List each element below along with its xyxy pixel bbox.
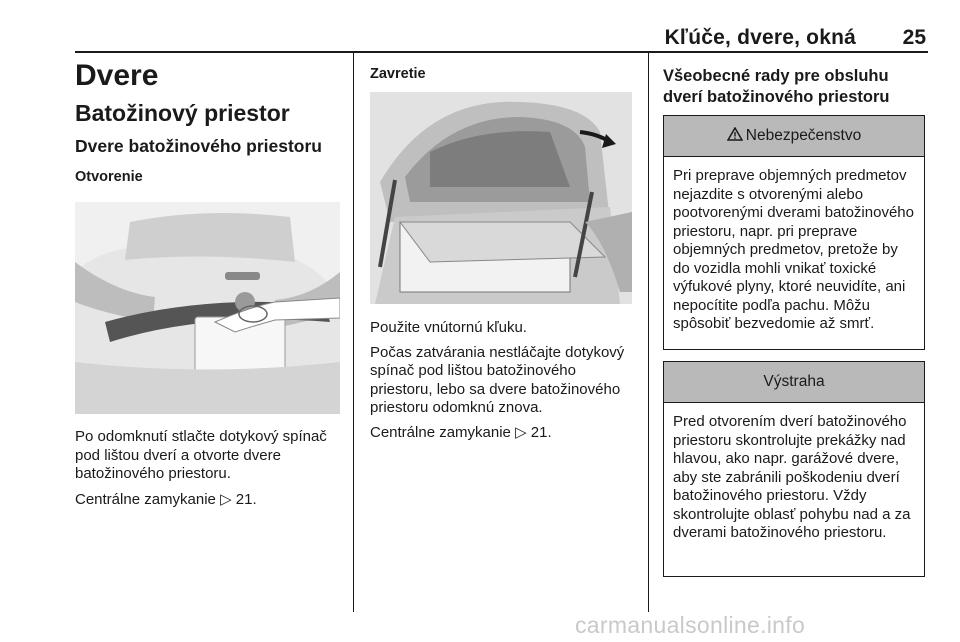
left-text [75, 428, 345, 509]
warning-text: Pred otvorením dverí batožinového priestoru skontrolujte prekážky nad hlavou, ako napr. garážové dvere, aby ste zabránili poškodeniu dverí batožinového priestoru. Vždy skontrolujte oblasť pohybu nad a za dverami batožinového priestoru. [673, 413, 911, 541]
closing-instruction-1: Použite vnútornú kľuku. [370, 319, 527, 336]
tailgate-closing-illustration [370, 92, 632, 304]
chapter-title: Kľúče, dvere, okná [664, 26, 856, 49]
warning-triangle-icon [727, 127, 743, 146]
middle-text [370, 319, 642, 442]
danger-box [663, 115, 925, 350]
tailgate-opening-illustration [75, 202, 340, 414]
middle-column [370, 64, 635, 84]
left-column [75, 58, 340, 187]
closing-heading: Zavretie [370, 66, 426, 82]
central-locking-reference[interactable]: Centrálne zamykanie ▷ 21. [75, 490, 257, 508]
running-header [75, 26, 928, 48]
danger-text: Pri preprave objemných predmetov nejazdite s otvorenými alebo pootvorenými dverami batožinového priestoru, napr. pri preprave objemných predmetov, pretože by do vozidla mohli vnikať toxické výfukové plyny, ktoré neuvidíte, ani nepocítite podľa pachu. Môžu spôsobiť bezvedomie až smrť. [673, 167, 914, 332]
figure-opening-tailgate [75, 202, 340, 414]
column-divider-right [648, 52, 649, 612]
figure-closing-tailgate [370, 92, 632, 304]
page-number: 25 [902, 26, 926, 49]
central-locking-reference-2[interactable]: Centrálne zamykanie ▷ 21. [370, 423, 552, 441]
general-advice-heading: Všeobecné rady pre obsluhu dverí batožinového priestoru [663, 67, 890, 106]
watermark: carmanualsonline.info [575, 612, 806, 638]
subsection-heading: Batožinový priestor [75, 100, 290, 126]
column-divider-left [353, 52, 354, 612]
section-heading: Dvere [75, 59, 159, 92]
header-rule [75, 51, 928, 53]
warning-box [663, 361, 925, 577]
danger-box-header [664, 116, 924, 157]
topic-heading: Dvere batožinového priestoru [75, 136, 322, 156]
warning-box-header [664, 362, 924, 403]
opening-heading: Otvorenie [75, 169, 143, 185]
right-column [663, 66, 928, 108]
closing-instruction-2: Počas zatvárania nestláčajte dotykový spínač pod lištou batožinového priestoru, lebo sa dvere batožinového priestoru odomknú znova. [370, 343, 625, 416]
danger-label: Nebezpečenstvo [745, 127, 862, 144]
opening-instruction: Po odomknutí stlačte dotykový spínač pod lištou dverí a otvorte dvere batožinového priestoru. [75, 428, 327, 482]
warning-label: Výstraha [763, 373, 825, 390]
